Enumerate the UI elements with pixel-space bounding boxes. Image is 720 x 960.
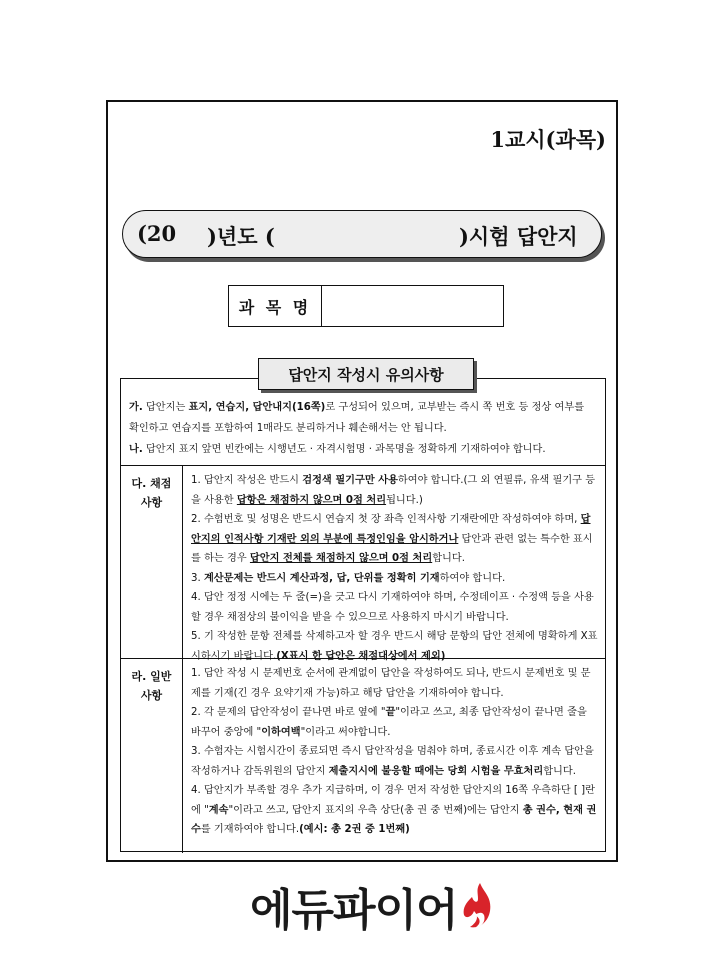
note-ga: 가. 답안지는 표지, 연습지, 답안내지(16쪽)로 구성되어 있으며, 교부받는 즉시 쪽 번호 등 정상 여부를 확인하고 연습지를 포함하여 1매라도 분리하거나 훼손해서는 안 됩니다.	[129, 402, 585, 434]
general-item-1: 1. 답안 작성 시 문제번호 순서에 관계없이 답안을 작성하여도 되나, 반드시 문제번호 및 문제를 기재(긴 경우 요약기재 가능)하고 해당 답안을 기재하여야 합니다.	[191, 668, 591, 699]
flame-icon	[460, 881, 494, 931]
scoring-item-4: 4. 답안 정정 시에는 두 줄(=)을 긋고 다시 기재하여야 하며, 수정데이프 · 수정액 등을 사용할 경우 채점상의 불이익을 받을 수 있으므로 사용하지 마시기 바랍니다.	[191, 592, 594, 623]
note-na: 나. 답안지 표지 앞면 빈칸에는 시행년도 · 자격시험명 · 과목명을 정확하게 기재하여야 합니다.	[129, 444, 546, 455]
general-item-2: 2. 각 문제의 답안작성이 끝나면 바로 옆에 "끝"이라고 쓰고, 최종 답안작성이 끝나면 줄을 바꾸어 중앙에 "이하여백"이라고 써야합니다.	[191, 707, 587, 738]
subject-name-field	[228, 285, 504, 327]
notes-title: 답안지 작성시 유의사항	[258, 358, 474, 390]
scoring-item-2: 2. 수험번호 및 성명은 반드시 연습지 첫 장 좌측 인적사항 기재란에만 작성하여야 하며, 답안지의 인적사항 기재란 외의 부분에 특정인임을 암시하거나 답안과 관련 없는 특수한 표시를 하는 경우 답안지 전체를 채점하지 않으며 0점 처리합니다.	[191, 514, 593, 564]
scoring-item-3: 3. 계산문제는 반드시 계산과정, 답, 단위를 정확히 기재하여야 합니다.	[191, 572, 506, 584]
answer-sheet-cover	[106, 100, 618, 862]
logo-text: 에듀파이어	[250, 885, 458, 936]
session-label: 1교시(과목)	[490, 127, 606, 152]
general-item-3: 3. 수험자는 시험시간이 종료되면 즉시 답안작성을 멈춰야 하며, 종료시간 이후 계속 답안을 작성하거나 감독위원의 답안지 제출지시에 불응할 때에는 당회 시험을 무효처리합니다.	[191, 746, 594, 777]
scoring-items	[183, 466, 605, 663]
general-notes	[121, 379, 605, 466]
general-matters-section	[121, 659, 605, 853]
scoring-item-1: 1. 답안지 작성은 반드시 검정색 필기구만 사용하여야 합니다.(그 외 연필류, 유색 필기구 등을 사용한 답항은 채점하지 않으며 0점 처리됩니다.)	[191, 475, 596, 506]
title-exam-name: )시험 답안지	[459, 224, 578, 249]
scoring-section	[121, 466, 605, 662]
title-year-close: )년도 (	[207, 224, 275, 249]
subject-label: 과 목 명	[229, 286, 322, 326]
exam-title-bar	[122, 210, 602, 258]
general-item-4: 4. 답안지가 부족할 경우 추가 지급하며, 이 경우 먼저 작성한 답안지의 16쪽 우측하단 [ ]란에 "계속"이라고 쓰고, 답안지 표지의 우측 상단(총 권 중 번째)에는 답안지 총 권수, 현재 권수를 기재하여야 합니다.(예시: 총 2권 중 1번째)	[191, 785, 597, 835]
brand-logo	[250, 876, 494, 936]
notes-box	[120, 378, 606, 852]
general-matters-header: 라. 일반 사항	[121, 659, 183, 853]
subject-value[interactable]	[322, 286, 503, 326]
scoring-item-5: 5. 기 작성한 문항 전체를 삭제하고자 할 경우 반드시 해당 문항의 답안 전체에 명확하게 X표시하시기 바랍니다.(X표시 한 답안은 채점대상에서 제외)	[191, 631, 598, 662]
scoring-header: 다. 채점 사항	[121, 466, 183, 658]
title-year-open: (20	[137, 221, 177, 246]
general-matters-items	[183, 659, 605, 858]
